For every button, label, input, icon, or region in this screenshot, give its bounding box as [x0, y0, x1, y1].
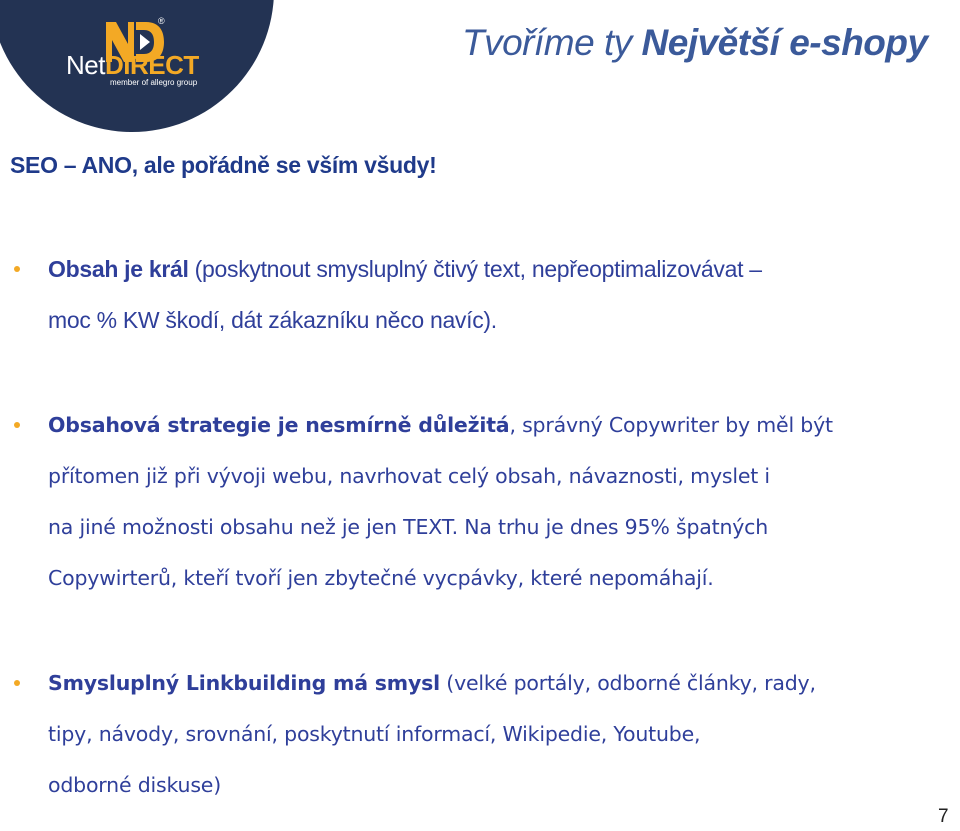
- bullet-line: moc % KW škodí, dát zákazníku něco navíc).: [48, 307, 497, 333]
- bullet-item: [48, 400, 928, 604]
- logo-net: Net: [66, 50, 105, 80]
- registered-mark: ®: [158, 16, 165, 26]
- slide-heading: SEO – ANO, ale pořádně se vším všudy!: [10, 152, 437, 178]
- bullet-line: na jiné možnosti obsahu než je jen TEXT. Na trhu je dnes 95% špatných: [48, 515, 769, 539]
- bullet-bold: Smysluplný Linkbuilding má smysl: [48, 671, 440, 695]
- slogan-bold: Největší e-shopy: [641, 22, 928, 63]
- logo-direct: DIRECT: [104, 50, 199, 80]
- page-number: 7: [938, 806, 949, 827]
- company-logo-text: [66, 52, 199, 78]
- bullet-line: odborné diskuse): [48, 773, 222, 797]
- bullet-line: [48, 658, 928, 709]
- bullet-bold: Obsahová strategie je nesmírně důležitá: [48, 413, 510, 437]
- bullet-text: (velké portály, odborné články, rady,: [439, 671, 816, 695]
- bullet-item: [48, 658, 928, 811]
- bullet-line: tipy, návody, srovnání, poskytnutí informací, Wikipedie, Youtube,: [48, 722, 701, 746]
- bullet-line: přítomen již při vývoji webu, navrhovat celý obsah, návaznosti, myslet i: [48, 464, 770, 488]
- bullet-text: (poskytnout smysluplný čtivý text, nepřeoptimalizovávat –: [188, 256, 762, 282]
- bullet-line: Copywirterů, kteří tvoří jen zbytečné vycpávky, které nepomáhají.: [48, 566, 714, 590]
- bullet-bold: Obsah je král: [48, 256, 189, 282]
- bullet-item: [48, 244, 928, 346]
- slogan: [462, 22, 928, 64]
- bullet-line: [48, 244, 928, 295]
- bullet-text: , správný Copywriter by měl být: [509, 413, 833, 437]
- bullet-line: [48, 400, 928, 451]
- slogan-regular: Tvoříme ty: [462, 22, 642, 63]
- logo-subtitle: member of allegro group: [110, 78, 198, 87]
